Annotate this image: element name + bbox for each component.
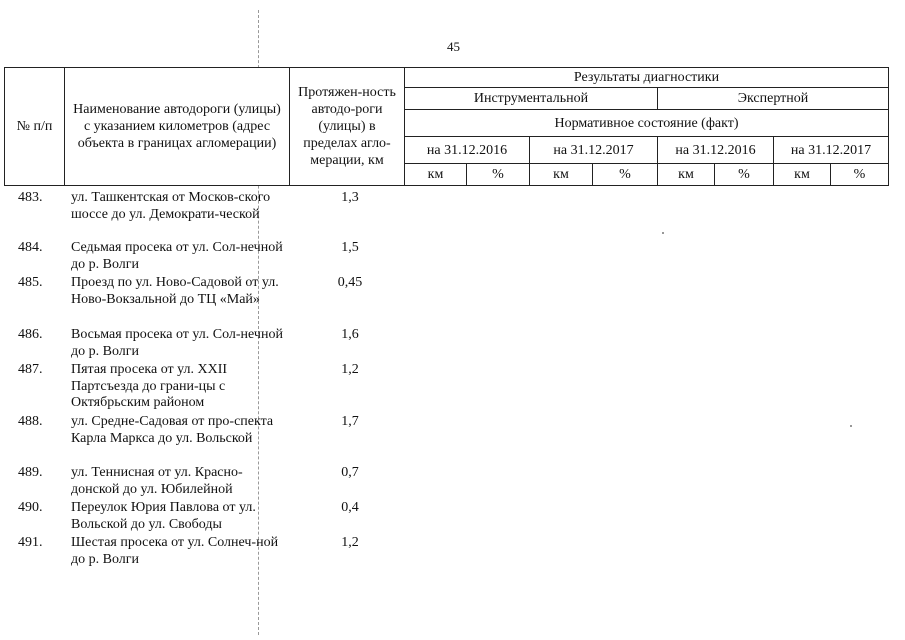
road-name: Восьмая просека от ул. Сол-нечной до р. Волги: [71, 327, 283, 359]
header-length: Протяжен-ность автодо-роги (улицы) в пределах агло-мерации, км: [289, 67, 405, 186]
header-unit-km: км: [404, 163, 467, 186]
row-number: 485.: [18, 275, 43, 290]
header-unit-pct: %: [466, 163, 530, 186]
road-name: ул. Средне-Садовая от про-спекта Карла Маркса до ул. Вольской: [71, 414, 274, 446]
road-length: 1,6: [341, 327, 359, 342]
row-number: 484.: [18, 240, 43, 255]
road-length: 1,2: [341, 362, 359, 377]
header-instrumental: Инструментальной: [404, 87, 658, 110]
road-name: Проезд по ул. Ново-Садовой от ул. Ново-Вокзальной до ТЦ «Май»: [71, 275, 279, 307]
header-expert: Экспертной: [657, 87, 889, 110]
row-number: 488.: [18, 414, 43, 429]
header-unit-pct: %: [714, 163, 774, 186]
row-number: 489.: [18, 465, 43, 480]
road-name: Шестая просека от ул. Солнеч-ной до р. Волги: [71, 535, 279, 567]
header-name: Наименование автодороги (улицы) с указанием километров (адрес объекта в границах агломерации): [64, 67, 290, 186]
row-number: 491.: [18, 535, 43, 550]
road-name: Переулок Юрия Павлова от ул. Вольской до ул. Свободы: [71, 500, 256, 532]
row-number: 483.: [18, 190, 43, 205]
page-number: 45: [447, 39, 460, 54]
header-unit-km: км: [529, 163, 593, 186]
header-results: Результаты диагностики: [404, 67, 889, 88]
header-num: № п/п: [4, 67, 65, 186]
road-length: 0,4: [341, 500, 359, 515]
header-date-1: на 31.12.2016: [404, 136, 530, 164]
road-length: 1,7: [341, 414, 359, 429]
header-norm-state: Нормативное состояние (факт): [404, 109, 889, 137]
road-length: 1,2: [341, 535, 359, 550]
header-date-2: на 31.12.2017: [529, 136, 658, 164]
row-number: 487.: [18, 362, 43, 377]
road-name: Седьмая просека от ул. Сол-нечной до р. Волги: [71, 240, 283, 272]
road-name: ул. Ташкентская от Москов-ского шоссе до ул. Демократи-ческой: [71, 190, 271, 222]
road-name: Пятая просека от ул. XXII Партсъезда до грани-цы с Октябрьским районом: [71, 362, 228, 410]
scan-speck: [662, 232, 664, 234]
row-number: 486.: [18, 327, 43, 342]
header-unit-km: км: [657, 163, 715, 186]
header-date-3: на 31.12.2016: [657, 136, 774, 164]
header-unit-km: км: [773, 163, 831, 186]
road-name: ул. Теннисная от ул. Красно-донской до ул. Юбилейной: [71, 465, 243, 497]
road-length: 0,45: [337, 275, 363, 290]
road-length: 1,3: [341, 190, 359, 205]
road-length: 1,5: [341, 240, 359, 255]
scan-speck: [850, 425, 852, 427]
road-length: 0,7: [341, 465, 359, 480]
row-number: 490.: [18, 500, 43, 515]
header-date-4: на 31.12.2017: [773, 136, 889, 164]
header-unit-pct: %: [830, 163, 889, 186]
header-unit-pct: %: [592, 163, 658, 186]
